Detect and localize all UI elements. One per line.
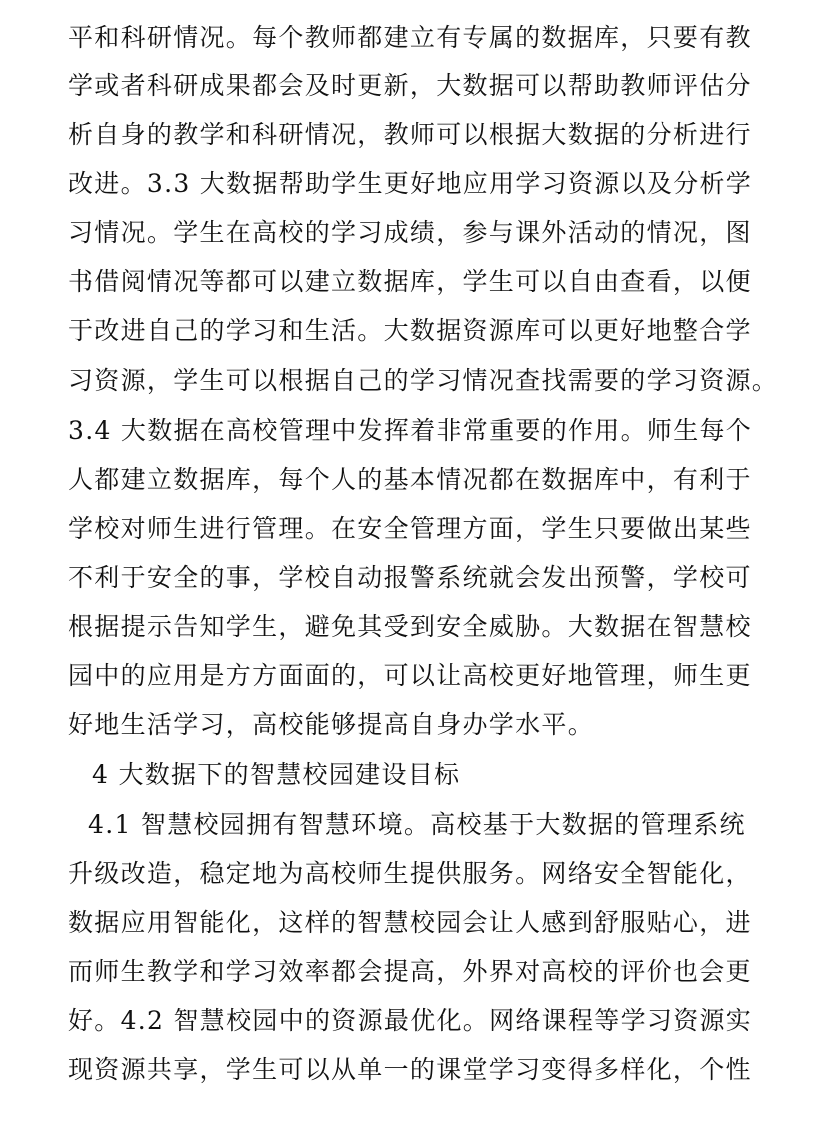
- text-line: 人都建立数据库，每个人的基本情况都在数据库中，有利于: [68, 465, 752, 494]
- text-line: 4.1 智慧校园拥有智慧环境。高校基于大数据的管理系统: [88, 810, 746, 839]
- text-line: 平和科研情况。每个教师都建立有专属的数据库，只要有教: [68, 23, 752, 52]
- section-heading: 4 大数据下的智慧校园建设目标: [92, 760, 461, 789]
- text-line: 习情况。学生在高校的学习成绩，参与课外活动的情况，图: [68, 218, 752, 247]
- text-line: 现资源共享，学生可以从单一的课堂学习变得多样化，个性: [68, 1055, 752, 1084]
- text-line: 园中的应用是方方面面的，可以让高校更好地管理，师生更: [68, 661, 752, 690]
- text-line: 于改进自己的学习和生活。大数据资源库可以更好地整合学: [68, 316, 752, 345]
- text-line: 升级改造，稳定地为高校师生提供服务。网络安全智能化，: [68, 859, 752, 888]
- text-line: 改进。3.3 大数据帮助学生更好地应用学习资源以及分析学: [68, 169, 753, 198]
- text-line: 而师生教学和学习效率都会提高，外界对高校的评价也会更: [68, 957, 752, 986]
- text-line: 析自身的教学和科研情况，教师可以根据大数据的分析进行: [68, 120, 752, 149]
- text-line: 根据提示告知学生，避免其受到安全威胁。大数据在智慧校: [68, 612, 752, 641]
- text-line: 学校对师生进行管理。在安全管理方面，学生只要做出某些: [68, 514, 752, 543]
- text-line: 好地生活学习，高校能够提高自身办学水平。: [68, 710, 595, 739]
- text-line: 学或者科研成果都会及时更新，大数据可以帮助教师评估分: [68, 71, 752, 100]
- text-line: 数据应用智能化，这样的智慧校园会让人感到舒服贴心，进: [68, 908, 752, 937]
- text-line: 不利于安全的事，学校自动报警系统就会发出预警，学校可: [68, 563, 752, 592]
- text-line: 3.4 大数据在高校管理中发挥着非常重要的作用。师生每个: [68, 416, 753, 445]
- text-line: 好。4.2 智慧校园中的资源最优化。网络课程等学习资源实: [68, 1006, 753, 1035]
- text-line: 书借阅情况等都可以建立数据库，学生可以自由查看，以便: [68, 267, 752, 296]
- text-line: 习资源，学生可以根据自己的学习情况查找需要的学习资源。: [68, 366, 779, 395]
